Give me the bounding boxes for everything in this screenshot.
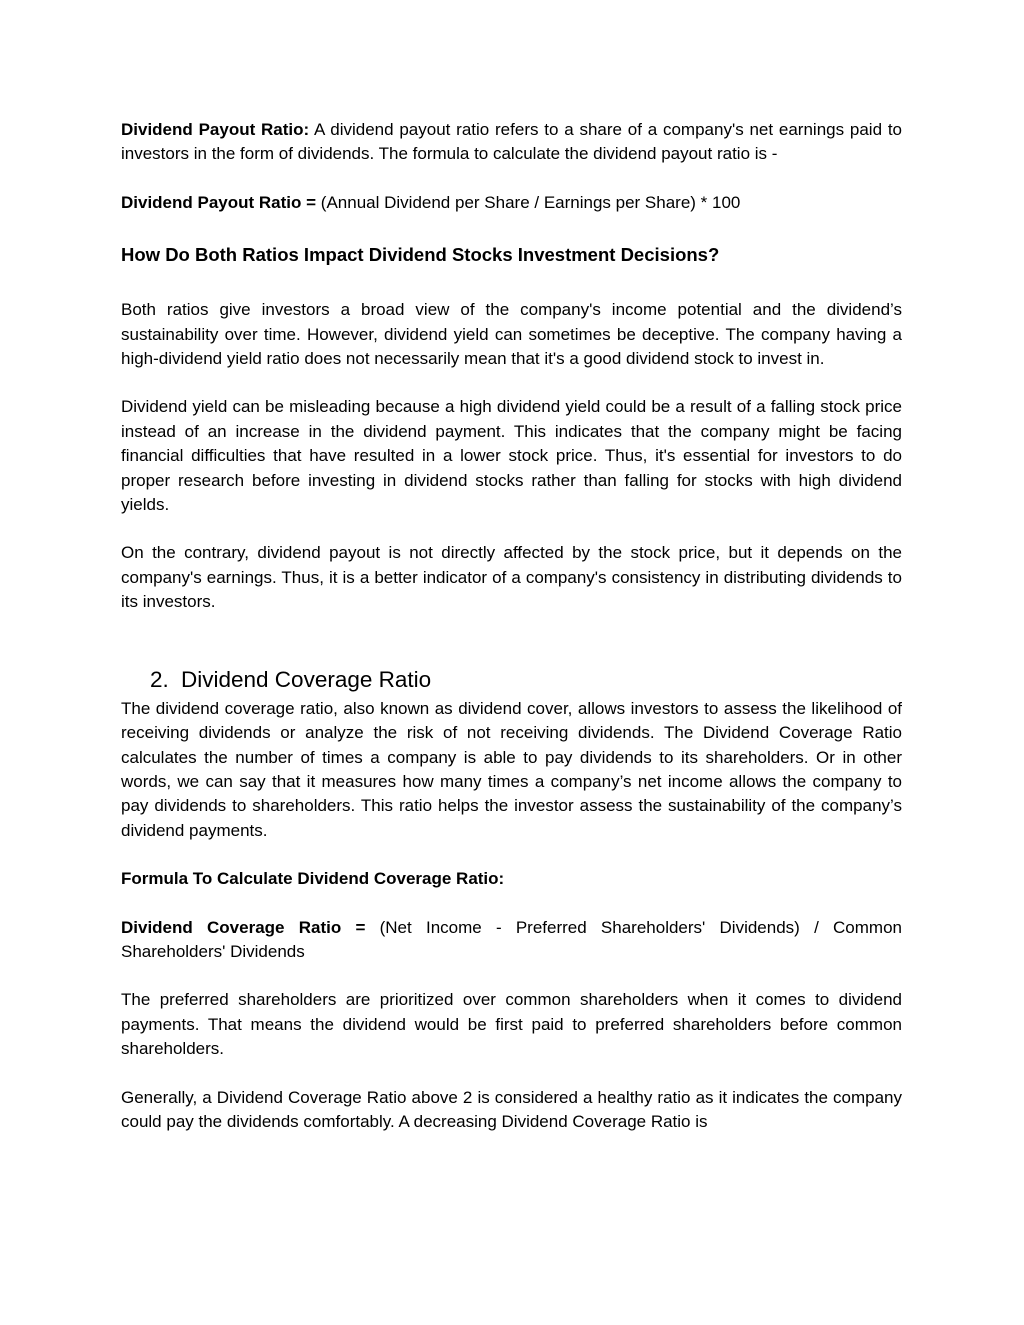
coverage-ratio-formula [121,916,902,965]
payout-ratio-term: Dividend Payout Ratio: [121,120,310,139]
payout-ratio-formula [121,191,902,215]
body-paragraph: Dividend yield can be misleading because a high dividend yield could be a result of a falling stock price instead of an increase in the dividend payment. This indicates that the company might be facing financial difficulties that have resulted in a lower stock price. Thus, it's essential for investors to do proper research before investing in dividend stocks rather than falling for stocks with high dividend yields. [121,397,902,515]
payout-formula-text: (Annual Dividend per Share / Earnings per Share) * 100 [320,192,741,212]
ratios-impact-heading: How Do Both Ratios Impact Dividend Stocks Investment Decisions? [121,244,720,266]
body-paragraph: The preferred shareholders are prioritized over common shareholders when it comes to dividend payments. That means the dividend would be first paid to preferred shareholders before common shareholders. [121,990,902,1059]
payout-ratio-definition [121,118,902,167]
body-paragraph: On the contrary, dividend payout is not directly affected by the stock price, but it depends on the company's earnings. Thus, it is a better indicator of a company's consistency in distributing dividends to its investors. [121,543,902,612]
coverage-formula-label: Dividend Coverage Ratio = [121,917,366,937]
payout-ratio-text: A dividend payout ratio refers to a share of a company's net earnings paid to investors in the form of dividends. The formula to calculate the dividend payout ratio is - [121,120,902,164]
body-paragraph: Generally, a Dividend Coverage Ratio above 2 is considered a healthy ratio as it indicates the company could pay the dividends comfortably. A decreasing Dividend Coverage Ratio is [121,1087,902,1131]
document-page [121,118,902,1134]
payout-formula-label: Dividend Payout Ratio = [121,192,321,212]
section-title: Dividend Coverage Ratio [181,666,432,692]
section-heading [121,665,902,695]
body-paragraph: Both ratios give investors a broad view of the company's income potential and the dividend’s sustainability over time. However, dividend yield can sometimes be deceptive. The company having a high-dividend yield ratio does not necessarily mean that it's a good dividend stock to invest in. [121,300,902,369]
body-paragraph: The dividend coverage ratio, also known as dividend cover, allows investors to assess the likelihood of receiving dividends or analyze the risk of not receiving dividends. The Dividend Coverage Ratio calculates the number of times a company is able to pay dividends to its shareholders. Or in other words, we can say that it measures how many times a company’s net income allows the company to pay dividends to shareholders. This ratio helps the investor assess the sustainability of the company’s dividend payments. [121,698,902,840]
section-number: 2. [150,666,169,692]
coverage-formula-text: (Net Income - Preferred Shareholders' Dividends) / Common Shareholders' Dividends [121,917,902,961]
formula-heading: Formula To Calculate Dividend Coverage Ratio: [121,869,505,889]
